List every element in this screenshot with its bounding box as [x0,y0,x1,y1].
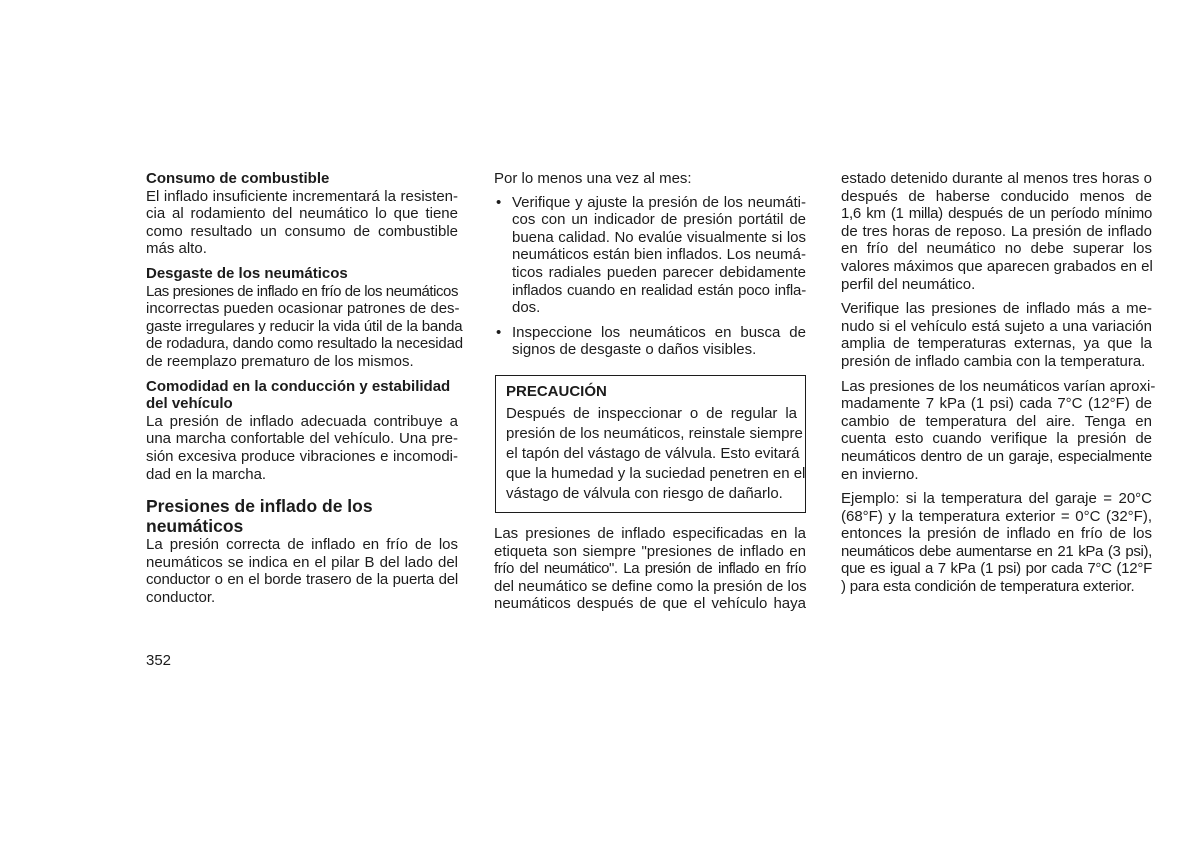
continued-paragraph [841,170,1152,293]
text-line: en frío del neumático no debe superar los [841,240,1152,258]
wear-heading: Desgaste de los neumáticos [146,264,348,282]
column-left [146,170,463,606]
column-middle [494,170,806,613]
text-line: conductor o en el borde trasero de la puerta del [146,571,458,589]
comfort-paragraph [146,413,458,483]
text-line: buena calidad. No evalúe visualmente si los [512,228,806,246]
caution-box [495,375,806,513]
verify-paragraph [841,300,1152,370]
text-line: vástago de válvula con riesgo de dañarlo. [506,484,783,502]
text-line: ticos radiales pueden parecer debidamente [512,263,806,281]
vary-paragraph [841,377,1156,484]
caution-title: PRECAUCIÓN [506,382,607,400]
text-line: después de haberse conducido menos de [841,187,1152,205]
text-line: neumáticos están bien inflados. Los neumá- [512,246,806,264]
text-line: signos de desgaste o daños visibles. [512,341,757,359]
text-line: sión excesiva produce vibraciones e incomodi- [146,447,458,465]
spec-paragraph [494,525,806,613]
fuel-paragraph [146,188,458,258]
text-line: en invierno. [841,465,919,483]
comfort-heading-line: Comodidad en la conducción y estabilidad [146,377,451,395]
list-item [494,324,806,359]
text-line: etiqueta son siempre "presiones de inflado en [494,542,806,560]
text-line: La presión de inflado adecuada contribuye a [146,412,458,430]
text-line: dad en la marcha. [146,465,267,483]
text-line: Verifique y ajuste la presión de los neumáti- [512,193,806,211]
text-line: La presión correcta de inflado en frío de los [146,536,458,554]
text-line: madamente 7 kPa (1 psi) cada 7°C (12°F) de [841,395,1152,413]
text-line: Las presiones de los neumáticos varían aproxi- [841,377,1156,395]
text-line: neumáticos se indica en el pilar B del lado del [146,553,458,571]
bullet-icon: • [496,323,502,341]
fuel-heading: Consumo de combustible [146,170,330,187]
text-line: de rodadura, dando como resultado la necesidad [146,335,463,353]
text-line: El inflado insuficiente incrementará la resisten- [146,187,458,205]
text-line: una marcha confortable del vehículo. Una pre- [146,430,458,448]
section-heading-line: neumáticos [146,516,244,537]
text-line: 1,6 km (1 milla) después de un período mínimo [841,205,1152,223]
text-line: Las presiones de inflado en frío de los neumáticos [146,282,458,300]
text-line: cambio de temperatura del aire. Tenga en [841,412,1152,430]
text-line: de reemplazo prematuro de los mismos. [146,352,414,370]
text-line: (68°F) y la temperatura exterior = 0°C (32°F), [841,507,1152,525]
text-line: gaste irregulares y reducir la vida útil de la banda [146,317,463,335]
text-line: inflados cuando en realidad están poco infla- [512,281,806,299]
text-line: Después de inspeccionar o de regular la [506,404,797,422]
section-heading-line: Presiones de inflado de los [146,496,373,517]
bullet-icon: • [496,193,502,211]
text-line: ) para esta condición de temperatura exterior. [841,578,1135,596]
text-line: Ejemplo: si la temperatura del garaje = 20°C [841,490,1152,508]
text-line: presión de los neumáticos, reinstale siempre [506,424,803,442]
text-line: amplia de temperaturas externas, ya que la [841,335,1152,353]
page-number: 352 [146,652,172,669]
comfort-heading-line: del vehículo [146,395,233,413]
text-line: como resultado un consumo de combustible [146,222,458,240]
list-item [494,194,806,317]
text-line: neumáticos después de que el vehículo haya [494,595,806,613]
text-line: incorrectas pueden ocasionar patrones de des- [146,300,460,318]
text-line: nudo si el vehículo está sujeto a una variación [841,317,1152,335]
text-line: frío del neumático". La presión de inflado en frío [494,560,806,578]
text-line: que es igual a 7 kPa (1 psi) por cada 7°C (12°F [841,560,1152,578]
text-line: perfil del neumático. [841,275,976,293]
wear-paragraph [146,282,463,371]
text-line: cos con un indicador de presión portátil de [512,211,806,229]
text-line: Verifique las presiones de inflado más a me- [841,300,1152,318]
example-paragraph [841,490,1152,596]
text-line: dos. [512,299,541,317]
text-line: de tres horas de reposo. La presión de inflado [841,222,1152,240]
text-line: Las presiones de inflado especificadas en la [494,524,806,542]
text-line: neumáticos dentro de un garaje, especialmente [841,447,1152,465]
text-line: cuenta esto cuando verifique la presión de [841,430,1152,448]
text-line: el tapón del vástago de válvula. Esto evitará [506,444,800,462]
text-line: entonces la presión de inflado en frío de los [841,525,1152,543]
text-line: que la humedad y la suciedad penetren en el [506,464,806,482]
text-line: valores máximos que aparecen grabados en el [841,257,1153,275]
text-line: conductor. [146,588,216,606]
text-line: del neumático se define como la presión de los [494,577,807,595]
text-line: cia al rodamiento del neumático lo que tiene [146,205,458,223]
column-right [841,170,1156,596]
text-line: más alto. [146,240,207,258]
pressure-paragraph [146,536,458,606]
text-line: estado detenido durante al menos tres horas o [841,170,1152,187]
text-line: presión de inflado cambia con la temperatura. [841,352,1146,370]
text-line: Inspeccione los neumáticos en busca de [512,323,806,341]
text-line: neumáticos debe aumentarse en 21 kPa (3 psi), [841,542,1152,560]
intro-text: Por lo menos una vez al mes: [494,170,692,187]
